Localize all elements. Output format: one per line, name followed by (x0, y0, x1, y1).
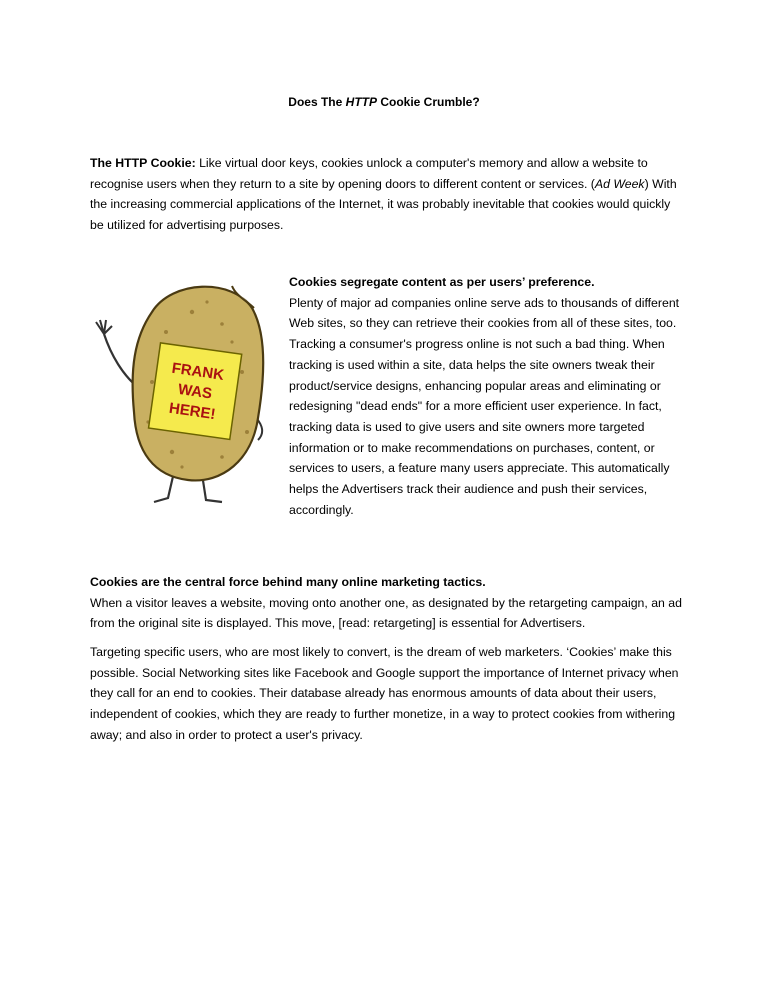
note-line-1: FRANK (170, 359, 226, 384)
intro-lead: The HTTP Cookie: (90, 156, 196, 170)
marketing-heading: Cookies are the central force behind many online marketing tactics. (90, 575, 486, 589)
targeting-paragraph: Targeting specific users, who are most likely to convert, is the dream of web marketers. ‘Cookies’ make this possible. Social Networking sites like Facebook and Google support the importance of Internet privacy when they call for an end to cookies. Their database already has enormous amounts of data about their users, independent of cookies, which they are ready to further monetize, in a way to protect cookies from withering away; and also in order to protect a user's privacy. (90, 645, 679, 742)
note-line-2: WAS (176, 380, 214, 403)
preference-body: Plenty of major ad companies online serve ads to thousands of different Web sites, so they can retrieve their cookies from all of these sites, too. Tracking a consumer's progress online is not such a bad thing. When tracking is used within a site, data helps the site owners tweak their product/service designs, enhancing popular areas and eliminating or redesigning "dead ends" for a more efficient user experience. In fact, tracking data is used to give users and site owners more targeted information or to make recommendations on purchases, content, or services to users, a feature many users appreciate. This automatically helps the Advertisers track their audience and push their services, accordingly. (289, 295, 680, 517)
intro-paragraph (90, 153, 682, 236)
marketing-body: When a visitor leaves a website, moving onto another one, as designated by the retargeting campaign, an ad from the original site is displayed. This move, [read: retargeting] is essential for Advertisers. (90, 595, 682, 631)
intro-source: Ad Week (594, 176, 645, 191)
intro-text-b: ) With the increasing commercial applications of the Internet, it was probably inevitable that cookies would quickly be utilized for advertising purposes. (90, 176, 677, 233)
note-line-3: HERE! (167, 399, 217, 424)
title-prefix: Does The (288, 95, 346, 109)
cookie-character-icon (82, 272, 282, 512)
marketing-section (90, 572, 682, 634)
intro-text-a: Like virtual door keys, cookies unlock a computer's memory and allow a website to recognise users when they return to a site by opening doors to different content or services. ( (90, 156, 648, 191)
preference-section (289, 272, 689, 520)
title-suffix: Cookie Crumble? (377, 95, 480, 109)
cookie-character-illustration (82, 272, 282, 512)
document-title (0, 95, 768, 109)
preference-heading: Cookies segregate content as per users’ preference. (289, 275, 595, 289)
title-emphasis: HTTP (345, 95, 377, 109)
